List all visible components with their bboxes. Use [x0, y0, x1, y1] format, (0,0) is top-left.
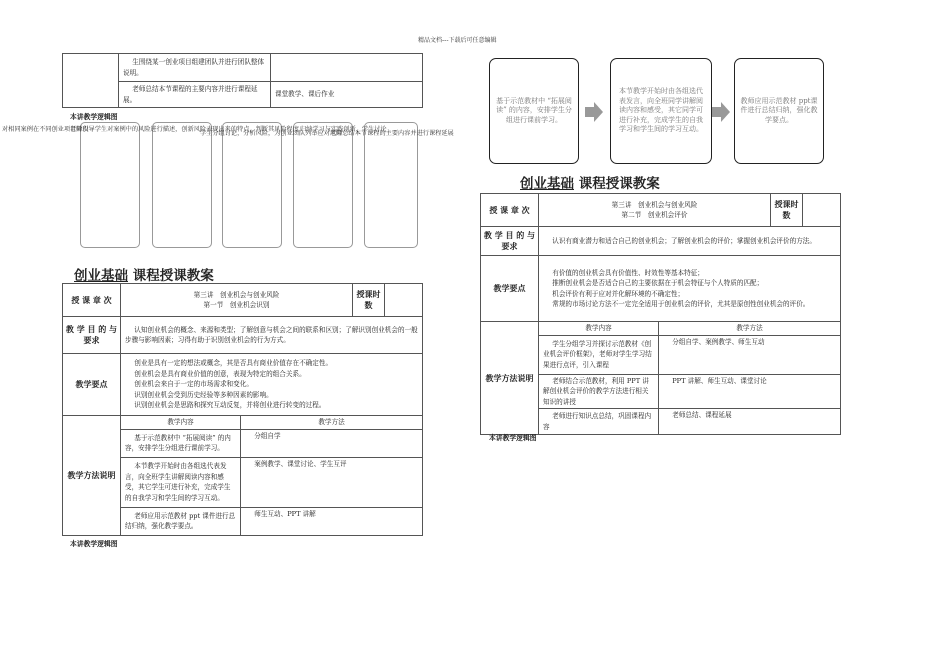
right-keypoints-label: 教学要点 — [481, 256, 539, 322]
left-method-content-1: 基于示范教材中 “拓展阅读” 的内容，安排学生分组进行课前学习。 — [121, 429, 241, 457]
left-top-blank — [63, 54, 119, 108]
page-header: 精品文档---下载后可任意编辑 — [418, 37, 497, 44]
right-method-method-3: 老师总结、课程延展 — [659, 409, 841, 435]
right-keypoints-cell — [539, 256, 841, 322]
left-method-content-3: 老师应用示范教材 ppt 课件进行总结归纳，强化教学要点。 — [121, 507, 241, 535]
left-method-method-3: 师生互动、PPT 讲解 — [241, 507, 423, 535]
left-method-method-2: 案例教学、课堂讨论、学生互评 — [241, 457, 423, 507]
left-goal-text: 认知创业机会的概念、来源和类型；了解创意与机会之间的联系和区别；了解识别创业机会的一般步骤与影响因素；习得有助于识别创业机会的行为方式。 — [121, 317, 423, 354]
left-logic-box-5 — [364, 122, 418, 248]
right-hours-value — [803, 194, 841, 227]
strip-text-5: 老师总结本节课程的主要内容并进行课程延展 — [330, 130, 454, 137]
flow-box-3: 教师应用示范教材 ppt课件进行总结归纳，强化教学要点。 — [734, 58, 824, 164]
right-keypoint: 有价值的创业机会具有价值性、时效性等基本特征； — [552, 268, 704, 277]
right-chapter-title: 第三讲 创业机会与创业风险 — [611, 200, 698, 209]
left-chapter-cell — [121, 284, 353, 317]
flow-arrow-1-icon — [585, 102, 603, 122]
right-method-content-1: 学生分组学习并探讨示范教材《创业机会评价框架》，老师对学生学习结果进行点评，引入课程 — [539, 335, 659, 374]
left-top-method-1 — [271, 54, 423, 82]
strip-text-1: 对相同案例在不同创业项目阶段 — [2, 126, 89, 133]
left-method-head-content: 教学内容 — [121, 416, 241, 430]
left-keypoint: 识别创业机会受到历史经验等多种因素的影响。 — [134, 390, 273, 399]
right-method-method-1: 分组自学、案例教学、师生互动 — [659, 335, 841, 374]
strip-text-4: 归纳学习与实践创新、学生讨论 — [300, 126, 387, 133]
left-keypoint: 创业机会来自于一定的市场需求和变化。 — [134, 380, 253, 389]
left-top-content-1: 生围绕某一创业项目组建团队并进行团队整体说明。 — [119, 54, 271, 82]
logic-caption-top: 本讲教学逻辑图 — [70, 113, 118, 121]
left-top-table — [62, 53, 423, 108]
strip-text-2: 老师引导学生对案例中的风险进行描述，创新风险表现出来的特点，判断其风险程度 — [70, 126, 299, 133]
left-method-method-1: 分组自学 — [241, 429, 423, 457]
strip-text-3: 学生分组讨论，分析风险，为创业团队列举应对风险 — [200, 130, 343, 137]
right-title-part-a: 创业基础 — [520, 176, 574, 192]
left-goal-label: 教 学 目 的 与要求 — [63, 317, 121, 354]
left-method-head-method: 教学方法 — [241, 416, 423, 430]
right-method-label: 教学方法说明 — [481, 322, 539, 435]
left-chapter-label: 授 课 章 次 — [63, 284, 121, 317]
right-chapter-label: 授 课 章 次 — [481, 194, 539, 227]
left-hours-label: 授课时数 — [353, 284, 385, 317]
right-method-head-content: 教学内容 — [539, 322, 659, 336]
right-keypoint: 推断创业机会是否适合自己的主要依据在于机会特征与个人特质的匹配； — [552, 279, 764, 287]
right-main-table — [480, 193, 841, 435]
left-hours-value — [385, 284, 423, 317]
left-chapter-title: 第三讲 创业机会与创业风险 — [193, 290, 280, 299]
right-logic-caption: 本讲教学逻辑图 — [489, 434, 537, 442]
right-method-content-3: 老师进行知识点总结，巩固课程内容 — [539, 409, 659, 435]
left-keypoint: 识别创业机会是思路和探究互动反复，并将创业进行转变的过程。 — [134, 401, 326, 410]
left-doc-title — [74, 264, 214, 284]
left-logic-box-4 — [293, 122, 353, 248]
flow-box-2: 本节教学开始时由各组选代表发言，向全班同学讲解阅读内容和感受，其它同学可进行补充，完成学生的自我学习和学生间的学习互动。 — [610, 58, 712, 164]
left-keypoint: 创业机会是具有商业价值的创意，表现为特定的组合关系。 — [134, 369, 306, 378]
right-chapter-cell — [539, 194, 771, 227]
right-keypoint: 常规的市场讨论方法不一定完全适用于创业机会的评价，尤其是原创性创业机会的评价。 — [552, 300, 810, 308]
left-logic-box-2 — [152, 122, 212, 248]
left-title-part-a: 创业基础 — [74, 268, 128, 284]
left-logic-box-3 — [222, 122, 282, 248]
left-section-title: 第一节 创业机会识别 — [203, 301, 270, 309]
right-goal-text: 认识有商业潜力和适合自己的创业机会；了解创业机会的评价；掌握创业机会评价的方法。 — [539, 227, 841, 256]
left-top-content-2: 老师总结本节课程的主要内容并进行课程延展。 — [119, 82, 271, 108]
flow-box-1: 基于示范教材中 “拓展阅读” 的内容，安排学生分组进行课前学习。 — [489, 58, 579, 164]
left-keypoints-label: 教学要点 — [63, 354, 121, 416]
flow-arrow-2-icon — [712, 102, 730, 122]
right-goal-label: 教 学 目 的 与要求 — [481, 227, 539, 256]
left-top-method-2: 课堂教学、课后作业 — [271, 82, 423, 108]
right-method-method-2: PPT 讲解、师生互动、课堂讨论 — [659, 374, 841, 409]
left-logic-box-1 — [80, 122, 140, 248]
right-method-head-method: 教学方法 — [659, 322, 841, 336]
right-doc-title — [520, 172, 660, 192]
left-method-label: 教学方法说明 — [63, 416, 121, 536]
right-section-title: 第二节 创业机会评价 — [621, 211, 688, 219]
logic-caption-bottom: 本讲教学逻辑图 — [70, 540, 118, 548]
left-method-content-2: 本节教学开始时由各组选代表发言，向全班学生讲解阅读内容和感受，其它学生可进行补充，完成学生的自我学习和学生间的学习互动。 — [121, 457, 241, 507]
left-keypoint: 创业是具有一定的想法或概念，其是否具有商业价值存在不确定性。 — [134, 359, 333, 368]
left-title-part-b: 课程授课教案 — [132, 268, 214, 284]
left-main-table — [62, 283, 423, 536]
right-keypoint: 机会评价有利于应对并化解环境的不确定性； — [552, 289, 685, 298]
right-method-content-2: 老师结合示范教材，利用 PPT 讲解创业机会评价的教学方法进行相关知识的讲授 — [539, 374, 659, 409]
right-title-part-b: 课程授课教案 — [578, 176, 660, 192]
left-keypoints-cell — [121, 354, 423, 416]
right-hours-label: 授课时数 — [771, 194, 803, 227]
